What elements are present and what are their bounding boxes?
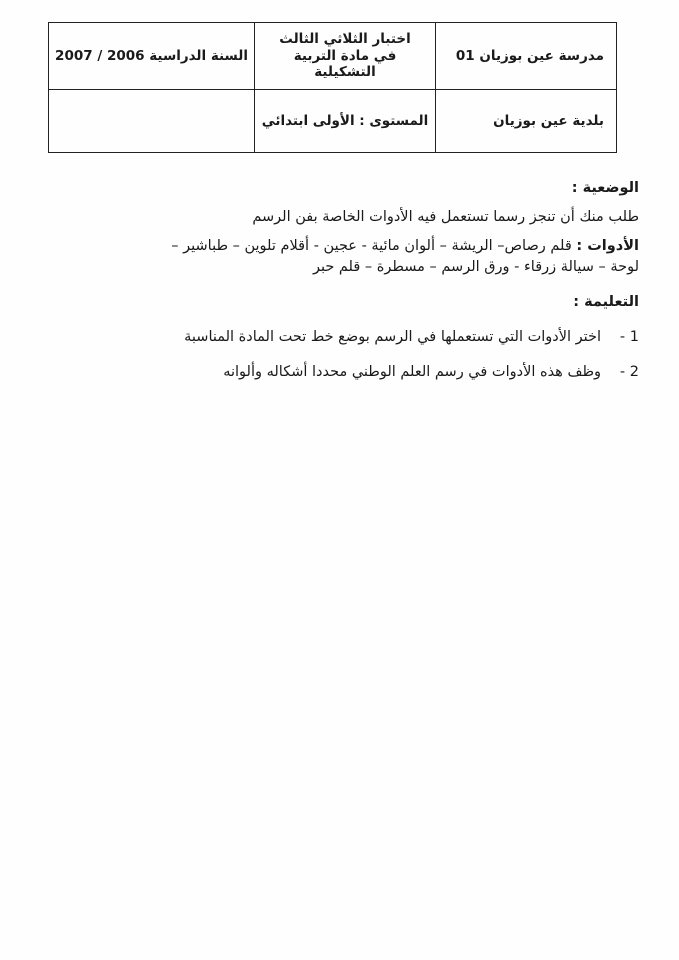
instruction-text: وظف هذه الأدوات في رسم العلم الوطني محددا أشكاله وألوانه xyxy=(223,364,601,381)
school-name-cell xyxy=(435,23,616,90)
tools-label: الأدوات : xyxy=(576,238,639,255)
instruction-number: 2 - xyxy=(619,364,639,381)
exam-content xyxy=(39,178,639,383)
exam-title-cell xyxy=(254,23,435,90)
instruction-heading: التعليمة : xyxy=(573,294,639,311)
instruction-text: اختر الأدوات التي تستعملها في الرسم بوضع خط تحت المادة المناسبة xyxy=(184,329,601,346)
exam-title-line1: اختبار الثلاثي الثالث xyxy=(279,30,411,47)
situation-heading: الوضعية : xyxy=(571,180,639,196)
empty-cell xyxy=(49,90,254,152)
instruction-number: 1 - xyxy=(619,329,639,346)
municipality-cell xyxy=(435,90,616,152)
municipality: بلدية عين بوزيان xyxy=(493,112,604,129)
instruction-item xyxy=(39,362,639,383)
tools-list-part2: لوحة – سيالة زرقاء - ورق الرسم – مسطرة – قلم حبر xyxy=(312,259,639,276)
school-name: مدرسة عين بوزيان 01 xyxy=(455,47,604,64)
level-cell xyxy=(254,90,435,152)
exam-title-line2: في مادة التربية التشكيلية xyxy=(293,47,397,81)
tools-line-1 xyxy=(39,236,639,257)
instruction-item xyxy=(39,327,639,348)
school-year-cell xyxy=(49,23,254,90)
tools-list-part1: قلم رصاص– الريشة – ألوان مائية - عجين - أقلام تلوين – طباشير – xyxy=(171,238,572,255)
situation-text: طلب منك أن تنجز رسما تستعمل فيه الأدوات الخاصة بفن الرسم xyxy=(252,209,639,226)
header-table xyxy=(48,22,617,153)
level: المستوى : الأولى ابتدائي xyxy=(261,112,429,129)
school-year: السنة الدراسية 2006 / 2007 xyxy=(55,47,248,64)
